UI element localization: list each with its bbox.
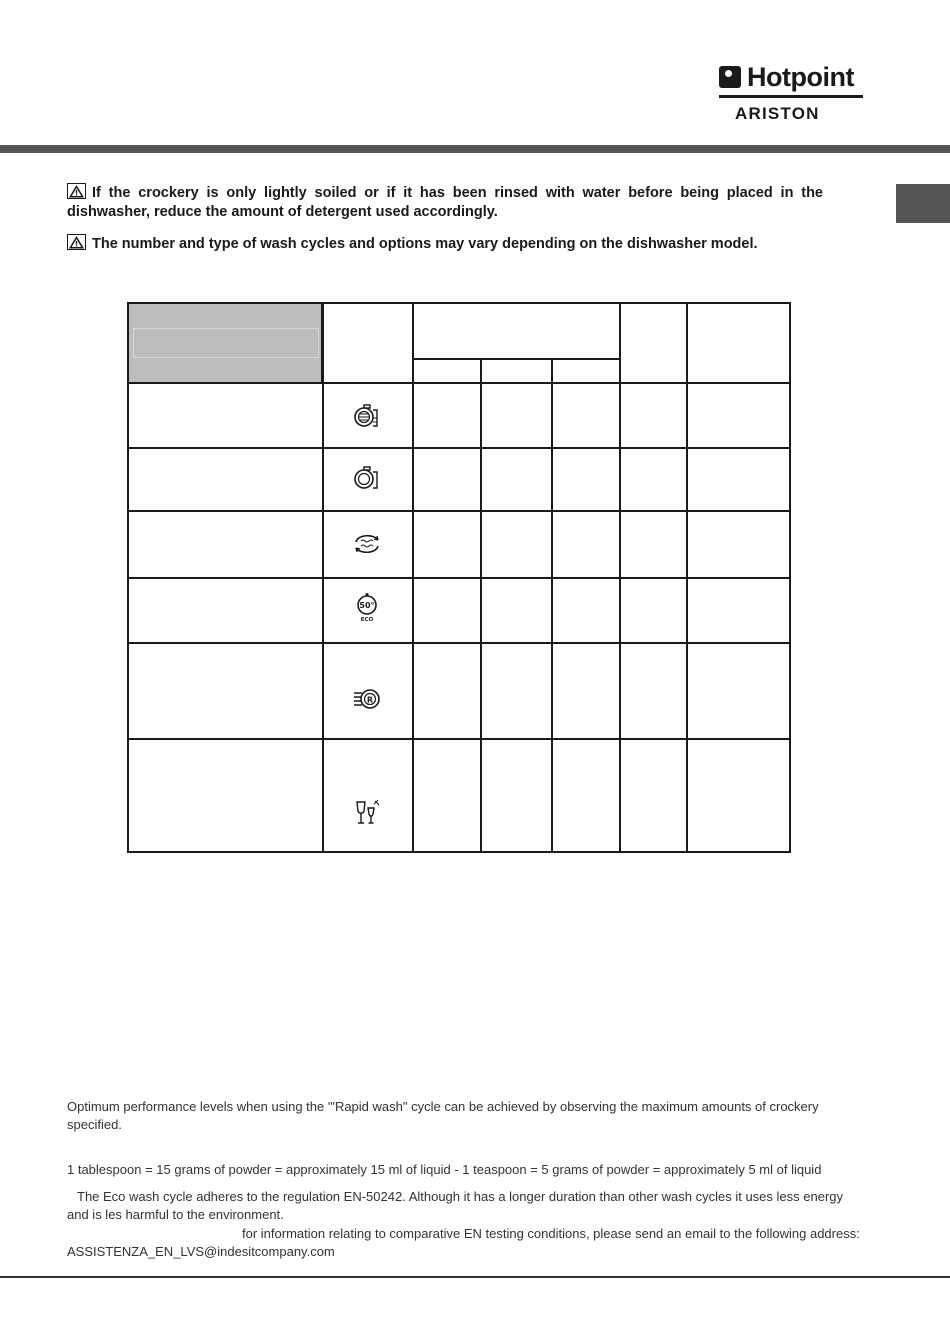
table-header-program	[127, 302, 323, 384]
footnote-measures: 1 tablespoon = 15 grams of powder = approximately 15 ml of liquid - 1 teaspoon = 5 grams of powder = approximately 5 ml of liquid	[67, 1162, 822, 1177]
eco-temp-label: 50°	[359, 601, 375, 610]
header-bar	[0, 145, 950, 153]
footnote-eco: The Eco wash cycle adheres to the regulation EN-50242. Although it has a longer duration than other wash cycles it uses less energy and is les harmful to the environment.	[67, 1189, 844, 1222]
brand-name: Hotpoint	[747, 62, 854, 92]
note-text: The number and type of wash cycles and options may vary depending on the dishwasher model.	[92, 236, 758, 252]
rapid-wash-icon	[352, 684, 382, 714]
prewash-cycle-icon	[352, 529, 382, 559]
footnote-contact: for information relating to comparative EN testing conditions, please send an email to the following address: ASSISTENZA_EN_LVS@indesitcompany.com	[67, 1226, 860, 1259]
heavy-wash-icon	[352, 402, 382, 432]
brand-divider	[719, 95, 863, 98]
brand-sub: ARISTON	[735, 104, 820, 123]
note-cycles-vary	[67, 234, 823, 254]
normal-wash-icon	[352, 464, 382, 494]
brand-mark-icon	[719, 66, 741, 88]
section-tab	[896, 184, 950, 223]
wash-cycle-table	[127, 302, 791, 853]
eco-50-icon	[352, 592, 382, 622]
note-lightly-soiled	[67, 183, 823, 222]
footer-rule	[0, 1276, 950, 1278]
warning-icon	[67, 183, 86, 199]
note-text: If the crockery is only lightly soiled or if it has been rinsed with water before being placed in the dishwasher, reduce the amount of detergent used accordingly.	[67, 185, 823, 220]
warning-icon	[67, 234, 86, 250]
rapid-letter: R	[366, 695, 374, 705]
footnote-rapid-wash: Optimum performance levels when using the "'Rapid wash" cycle can be achieved by observing the maximum amounts of crockery specified.	[67, 1099, 819, 1132]
eco-label: ECO	[360, 617, 374, 622]
crystal-glass-icon	[352, 798, 382, 828]
brand-logo	[719, 62, 864, 124]
